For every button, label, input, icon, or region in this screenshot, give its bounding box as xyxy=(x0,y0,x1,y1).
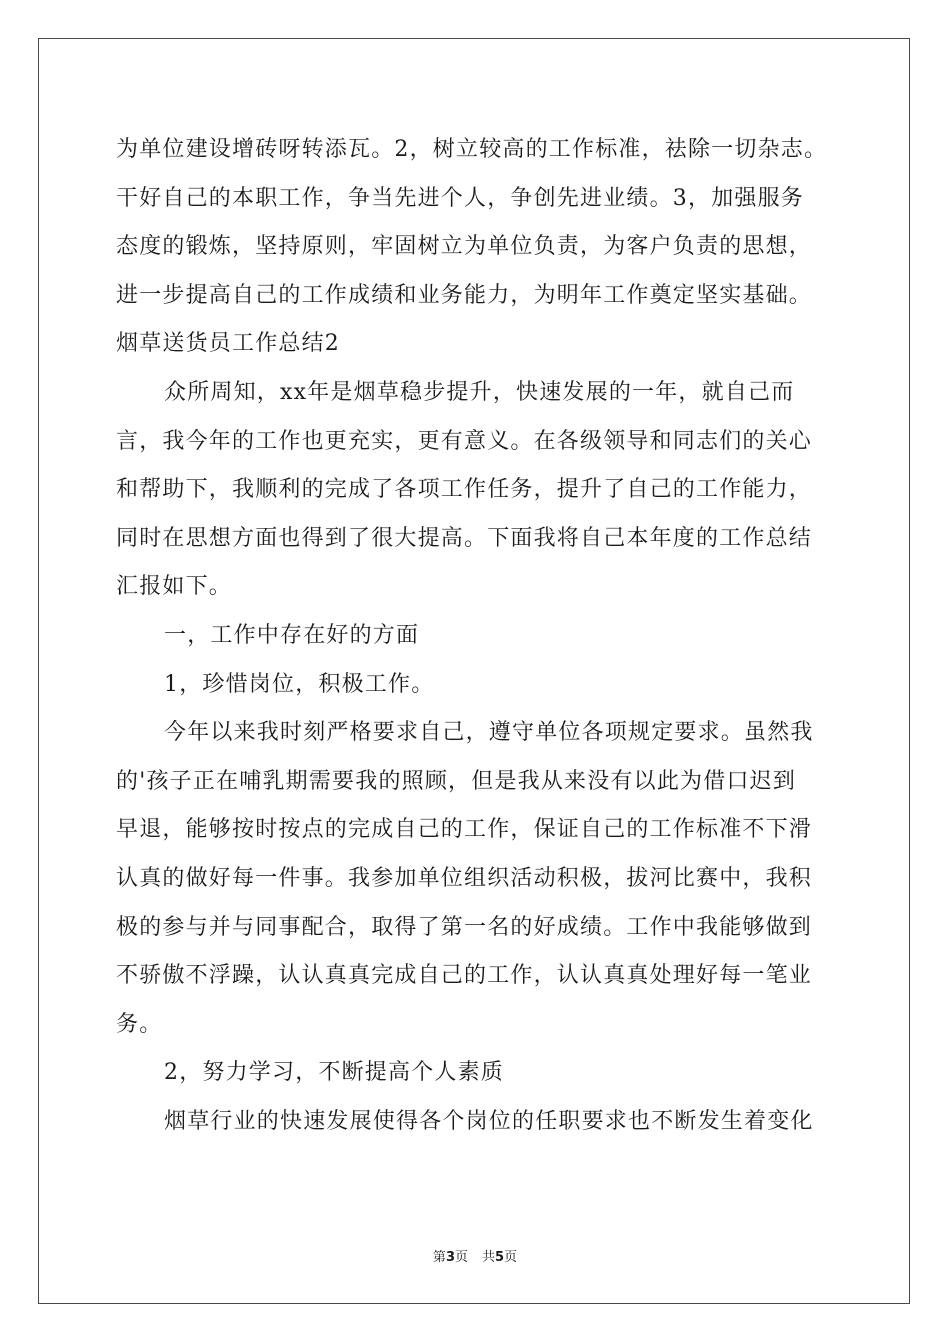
text-line-18: 不骄傲不浮躁，认认真真完成自己的工作，认认真真处理好每一笔业 xyxy=(116,963,813,989)
list-item-2: 2，努力学习，不断提高个人素质 xyxy=(164,1060,504,1086)
text-line-17: 极的参与并与同事配合，取得了第一名的好成绩。工作中我能够做到 xyxy=(116,914,813,940)
page-footer xyxy=(0,1246,950,1265)
text-line-10: 汇报如下。 xyxy=(116,574,233,600)
text-line-15: 早退，能够按时按点的完成自己的工作，保证自己的工作标准不下滑 xyxy=(116,817,813,843)
total-pages: 5 xyxy=(495,1250,505,1265)
page-number: 3 xyxy=(445,1250,455,1265)
page-suffix: 页 xyxy=(454,1250,468,1265)
subheading-1: 一，工作中存在好的方面 xyxy=(164,622,420,648)
text-line-16: 认真的做好每一件事。我参加单位组织活动积极，拔河比赛中，我积 xyxy=(116,865,813,891)
list-item-1: 1，珍惜岗位，积极工作。 xyxy=(164,671,435,697)
text-line-14: 的'孩子正在哺乳期需要我的照顾，但是我从来没有以此为借口迟到 xyxy=(116,768,797,794)
paragraph-start: 今年以来我时刻严格要求自己，遵守单位各项规定要求。虽然我 xyxy=(164,720,814,746)
text-line-2: 干好自己的本职工作，争当先进个人，争创先进业绩。3，加强服务 xyxy=(116,185,804,211)
text-line-4: 进一步提高自己的工作成绩和业务能力，为明年工作奠定坚实基础。 xyxy=(116,282,813,308)
page-prefix: 第 xyxy=(432,1250,446,1265)
total-suffix: 页 xyxy=(504,1250,518,1265)
section-heading: 烟草送货员工作总结2 xyxy=(116,331,340,357)
paragraph-start: 众所周知，xx年是烟草稳步提升，快速发展的一年，就自己而 xyxy=(164,379,795,405)
total-prefix: 共 xyxy=(482,1250,496,1265)
text-line-8: 和帮助下，我顺利的完成了各项工作任务，提升了自己的工作能力， xyxy=(116,477,813,503)
paragraph-start: 烟草行业的快速发展使得各个岗位的任职要求也不断发生着变化 xyxy=(164,1108,814,1134)
text-line-9: 同时在思想方面也得到了很大提高。下面我将自己本年度的工作总结 xyxy=(116,525,813,551)
text-line-7: 言，我今年的工作也更充实，更有意义。在各级领导和同志们的关心 xyxy=(116,428,813,454)
text-line-3: 态度的锻炼，坚持原则，牢固树立为单位负责，为客户负责的思想， xyxy=(116,234,813,260)
text-line-1: 为单位建设增砖呀转添瓦。2，树立较高的工作标准，祛除一切杂志。 xyxy=(116,137,828,162)
document-body xyxy=(116,126,846,1146)
text-line-19: 务。 xyxy=(116,1011,163,1037)
